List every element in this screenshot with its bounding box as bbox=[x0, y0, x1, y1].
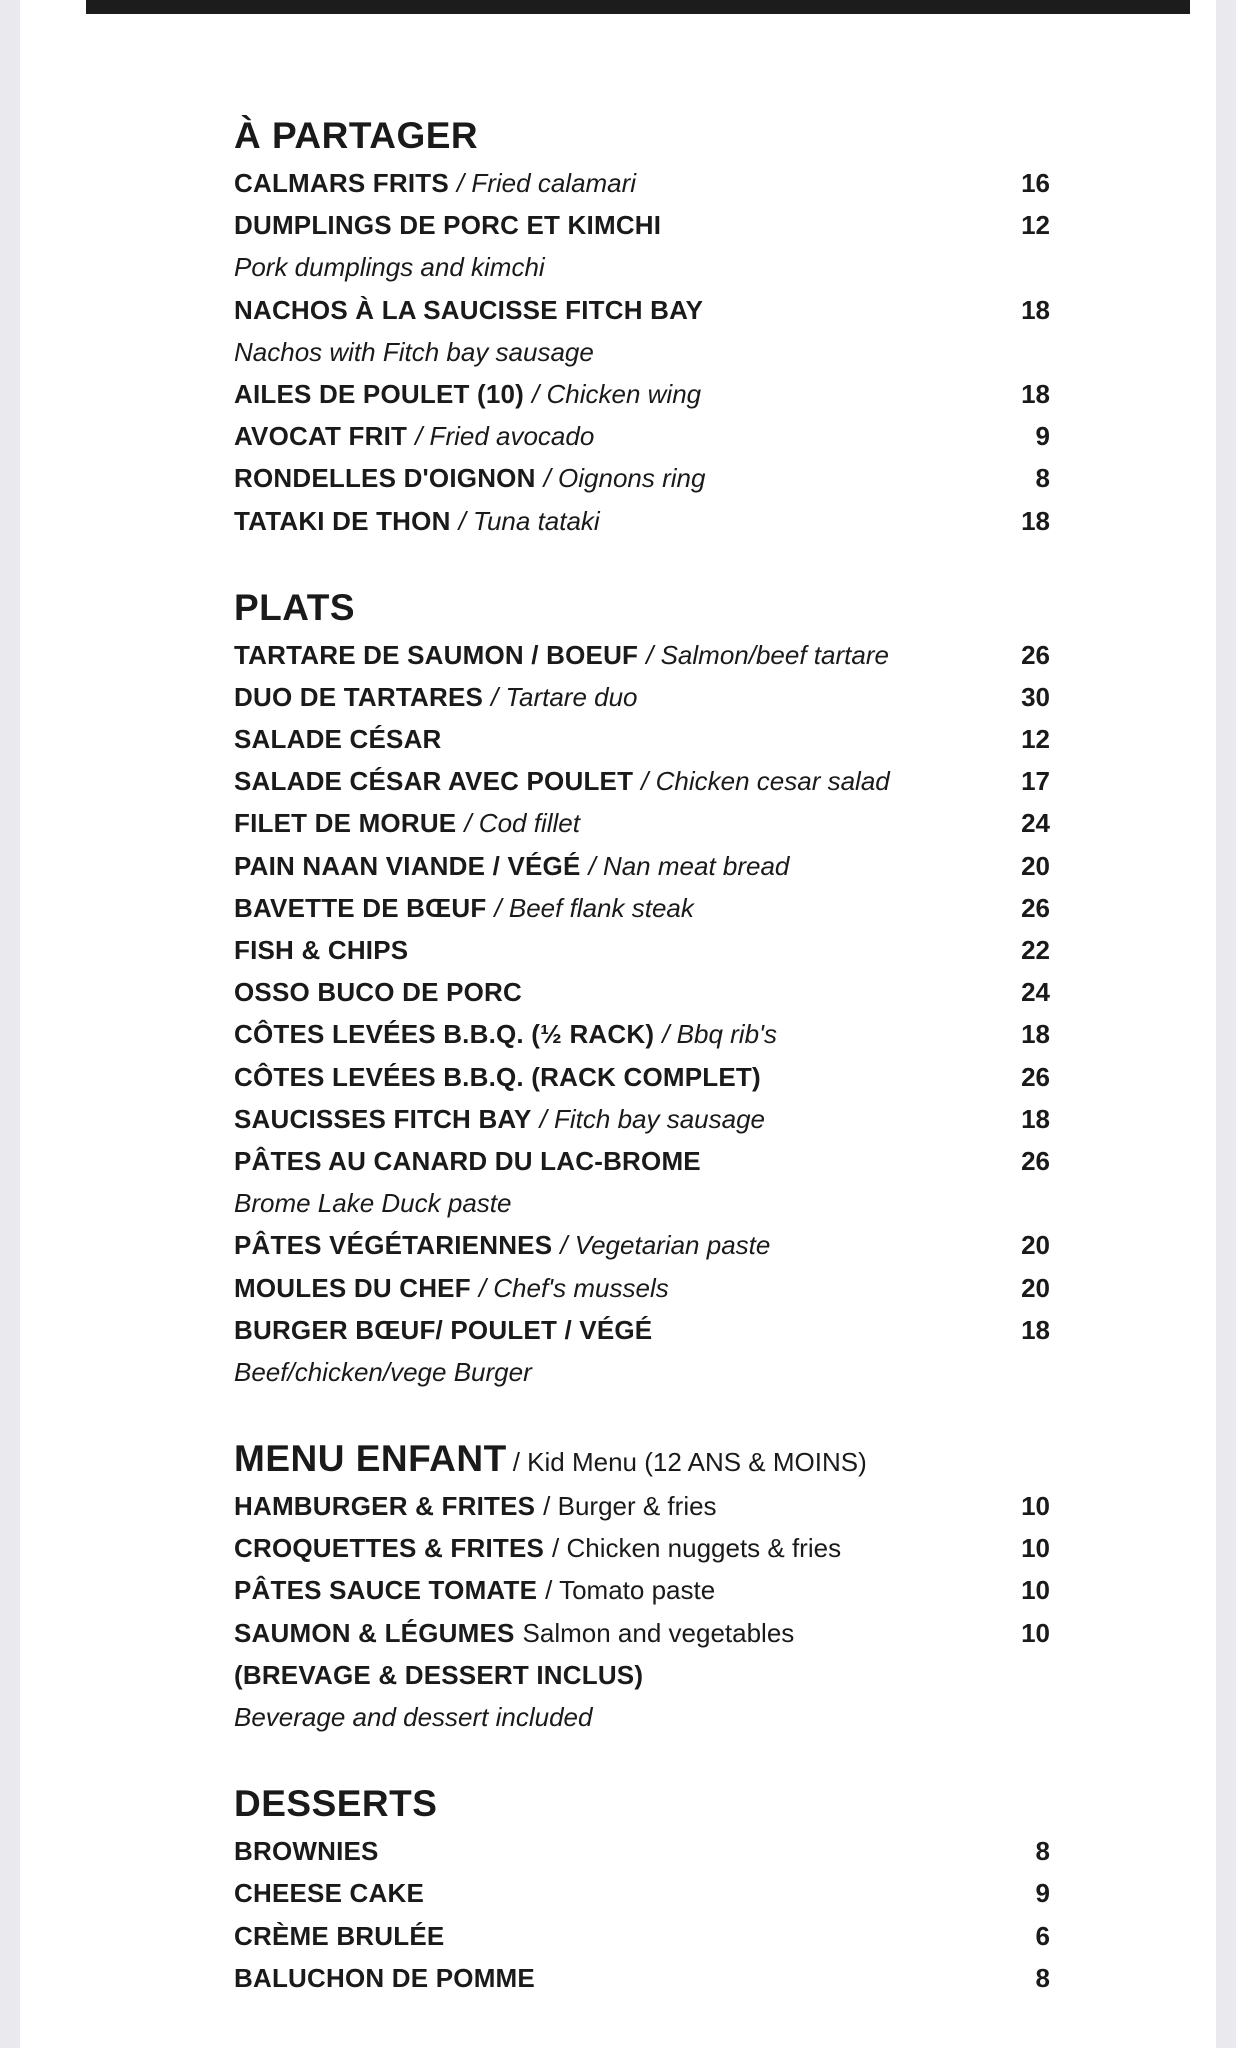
menu-item bbox=[234, 1140, 1050, 1182]
menu-item bbox=[234, 1224, 1050, 1266]
menu-item-price: 17 bbox=[1021, 766, 1050, 797]
menu-item bbox=[234, 1957, 1050, 1999]
menu-item bbox=[234, 1098, 1050, 1140]
menu-item bbox=[234, 760, 1050, 802]
menu-item-description-line bbox=[234, 246, 1050, 288]
menu-item-price: 24 bbox=[1021, 977, 1050, 1008]
menu-item-price: 12 bbox=[1021, 724, 1050, 755]
menu-item-price: 30 bbox=[1021, 681, 1050, 712]
section-subtitle: / Kid Menu (12 ANS & MOINS) bbox=[512, 1447, 867, 1478]
menu-item-name: DUMPLINGS DE PORC ET KIMCHI bbox=[234, 210, 662, 241]
menu-item bbox=[234, 971, 1050, 1013]
menu-item-name: (BREVAGE & DESSERT INCLUS) bbox=[234, 1659, 644, 1690]
menu-item-price: 12 bbox=[1021, 210, 1050, 241]
menu-item-translation: / Vegetarian paste bbox=[560, 1230, 771, 1261]
section-title bbox=[234, 1778, 1050, 1830]
menu-item-translation: / Chicken nuggets & fries bbox=[552, 1533, 842, 1564]
menu-item-description-line bbox=[234, 1351, 1050, 1393]
menu-item-price: 26 bbox=[1021, 1145, 1050, 1176]
menu-item-translation: / Salmon/beef tartare bbox=[646, 639, 889, 670]
menu-item-price: 26 bbox=[1021, 1061, 1050, 1092]
menu-item-name: PAIN NAAN VIANDE / VÉGÉ bbox=[234, 850, 581, 881]
menu-item-price: 10 bbox=[1021, 1533, 1050, 1564]
menu-item-translation: / Tomato paste bbox=[545, 1575, 716, 1606]
menu-item-price: 24 bbox=[1021, 808, 1050, 839]
menu-item-translation: Salmon and vegetables bbox=[522, 1617, 795, 1648]
menu-item-price: 22 bbox=[1021, 935, 1050, 965]
menu-item bbox=[234, 289, 1050, 331]
menu-item-name: MOULES DU CHEF bbox=[234, 1272, 471, 1303]
menu-item-translation: / Oignons ring bbox=[543, 463, 706, 494]
menu-item-price: 26 bbox=[1021, 639, 1050, 670]
menu-item-translation: / Fitch bay sausage bbox=[539, 1103, 766, 1134]
section-title bbox=[234, 582, 1050, 634]
menu-item bbox=[234, 457, 1050, 499]
menu-item-price: 8 bbox=[1035, 1836, 1050, 1867]
menu-item bbox=[234, 718, 1050, 760]
menu-item bbox=[234, 929, 1050, 971]
menu-item-price: 10 bbox=[1021, 1575, 1050, 1606]
menu-item bbox=[234, 1872, 1050, 1914]
section-title bbox=[234, 1433, 1050, 1485]
menu-item-translation: / Bbq rib's bbox=[662, 1019, 778, 1050]
menu-item-name: CÔTES LEVÉES B.B.Q. (RACK COMPLET) bbox=[234, 1061, 761, 1092]
menu-item-description-line bbox=[234, 331, 1050, 373]
menu-item-price: 9 bbox=[1035, 421, 1050, 452]
menu-item-name: CROQUETTES & FRITES bbox=[234, 1533, 545, 1564]
menu-item-translation: / Fried avocado bbox=[415, 421, 595, 452]
menu-item-name: FILET DE MORUE bbox=[234, 808, 457, 839]
menu-item bbox=[234, 373, 1050, 415]
menu-item bbox=[234, 204, 1050, 246]
menu-item-name: TATAKI DE THON bbox=[234, 505, 451, 536]
menu-item bbox=[234, 1612, 1050, 1654]
menu-item-name: OSSO BUCO DE PORC bbox=[234, 977, 522, 1008]
menu-item bbox=[234, 415, 1050, 457]
menu-item-price: 9 bbox=[1035, 1878, 1050, 1909]
menu-item-name: BAVETTE DE BŒUF bbox=[234, 892, 487, 923]
menu-item-price: 18 bbox=[1021, 1019, 1050, 1050]
menu-item-name: SAUMON & LÉGUMES bbox=[234, 1617, 515, 1648]
menu-item bbox=[234, 634, 1050, 676]
section-title-text: PLATS bbox=[234, 586, 356, 628]
menu-item-description-line bbox=[234, 1182, 1050, 1224]
menu-item bbox=[234, 1527, 1050, 1569]
menu-item-price: 8 bbox=[1035, 463, 1050, 494]
menu-item-price: 18 bbox=[1021, 505, 1050, 536]
menu-item bbox=[234, 1654, 1050, 1696]
menu-item bbox=[234, 1569, 1050, 1611]
menu-item-name: HAMBURGER & FRITES bbox=[234, 1491, 536, 1522]
menu-item-translation: Brome Lake Duck paste bbox=[234, 1188, 512, 1219]
menu-item-translation: / Tuna tataki bbox=[458, 505, 600, 536]
menu-item-name: SALADE CÉSAR bbox=[234, 724, 442, 755]
menu-item-price: 6 bbox=[1035, 1920, 1050, 1951]
menu-item-description-line bbox=[234, 1696, 1050, 1738]
menu-item-price: 10 bbox=[1021, 1491, 1050, 1522]
menu-section bbox=[234, 110, 1050, 542]
menu-item-name: CRÈME BRULÉE bbox=[234, 1920, 445, 1951]
menu-item bbox=[234, 1267, 1050, 1309]
menu-item-name: TARTARE DE SAUMON / BOEUF bbox=[234, 639, 639, 670]
menu-item-name: BALUCHON DE POMME bbox=[234, 1962, 535, 1993]
section-title-text: DESSERTS bbox=[234, 1783, 438, 1825]
menu-item bbox=[234, 162, 1050, 204]
menu-item-translation: / Nan meat bread bbox=[588, 850, 790, 881]
menu-item-name: BURGER BŒUF/ POULET / VÉGÉ bbox=[234, 1314, 653, 1345]
menu-item bbox=[234, 1915, 1050, 1957]
menu-item-name: SALADE CÉSAR AVEC POULET bbox=[234, 766, 634, 797]
menu-item-price: 8 bbox=[1035, 1962, 1050, 1993]
menu-item-price: 26 bbox=[1021, 892, 1050, 923]
menu-item bbox=[234, 802, 1050, 844]
menu-item bbox=[234, 1485, 1050, 1527]
menu-list bbox=[234, 110, 1050, 2039]
menu-item bbox=[234, 1013, 1050, 1055]
menu-item-price: 18 bbox=[1021, 378, 1050, 409]
menu-item-translation: Pork dumplings and kimchi bbox=[234, 252, 545, 283]
menu-item-translation: / Chef's mussels bbox=[478, 1272, 669, 1303]
menu-item bbox=[234, 887, 1050, 929]
menu-item-price: 16 bbox=[1021, 168, 1050, 198]
section-title-text: MENU ENFANT bbox=[234, 1438, 507, 1480]
section-title bbox=[234, 110, 1050, 162]
menu-item-name: BROWNIES bbox=[234, 1836, 379, 1867]
menu-item bbox=[234, 1056, 1050, 1098]
menu-item-translation: / Tartare duo bbox=[491, 681, 638, 712]
menu-item-name: AVOCAT FRIT bbox=[234, 421, 408, 452]
menu-item-price: 10 bbox=[1021, 1617, 1050, 1648]
menu-item bbox=[234, 1830, 1050, 1872]
menu-item-translation: / Beef flank steak bbox=[494, 892, 694, 923]
menu-item bbox=[234, 676, 1050, 718]
menu-item-name: FISH & CHIPS bbox=[234, 935, 409, 965]
menu-section bbox=[234, 1433, 1050, 1738]
menu-item-name: PÂTES SAUCE TOMATE bbox=[234, 1575, 538, 1606]
menu-item-price: 20 bbox=[1021, 1272, 1050, 1303]
menu-item-price: 18 bbox=[1021, 294, 1050, 325]
menu-item-name: SAUCISSES FITCH BAY bbox=[234, 1103, 532, 1134]
menu-item-price: 18 bbox=[1021, 1103, 1050, 1134]
menu-item-name: CÔTES LEVÉES B.B.Q. (½ RACK) bbox=[234, 1019, 655, 1050]
menu-item-translation: Beef/chicken/vege Burger bbox=[234, 1356, 532, 1387]
menu-item bbox=[234, 845, 1050, 887]
menu-item-price: 20 bbox=[1021, 850, 1050, 881]
menu-item-translation: / Burger & fries bbox=[543, 1491, 717, 1522]
menu-item-name: RONDELLES D'OIGNON bbox=[234, 463, 536, 494]
menu-item-name: PÂTES AU CANARD DU LAC-BROME bbox=[234, 1145, 701, 1176]
menu-item-name: NACHOS À LA SAUCISSE FITCH BAY bbox=[234, 294, 704, 325]
top-bar bbox=[86, 0, 1190, 14]
menu-item-translation: Beverage and dessert included bbox=[234, 1702, 593, 1732]
menu-item-translation: Nachos with Fitch bay sausage bbox=[234, 336, 594, 367]
menu-item-name: AILES DE POULET (10) bbox=[234, 378, 525, 409]
menu-page bbox=[20, 0, 1216, 2048]
menu-item bbox=[234, 500, 1050, 542]
menu-item-name: DUO DE TARTARES bbox=[234, 681, 484, 712]
menu-item-name: PÂTES VÉGÉTARIENNES bbox=[234, 1230, 553, 1261]
menu-item-price: 18 bbox=[1021, 1314, 1050, 1345]
menu-section bbox=[234, 582, 1050, 1393]
menu-item-translation: / Chicken cesar salad bbox=[641, 766, 890, 797]
menu-section bbox=[234, 1778, 1050, 1999]
section-title-text: À PARTAGER bbox=[234, 115, 479, 156]
menu-item-translation: / Cod fillet bbox=[464, 808, 580, 839]
menu-item bbox=[234, 1309, 1050, 1351]
menu-item-translation: / Chicken wing bbox=[532, 378, 702, 409]
menu-item-price: 20 bbox=[1021, 1230, 1050, 1261]
menu-item-name: CALMARS FRITS bbox=[234, 168, 449, 198]
menu-item-translation: / Fried calamari bbox=[456, 168, 637, 198]
menu-item-name: CHEESE CAKE bbox=[234, 1878, 425, 1909]
